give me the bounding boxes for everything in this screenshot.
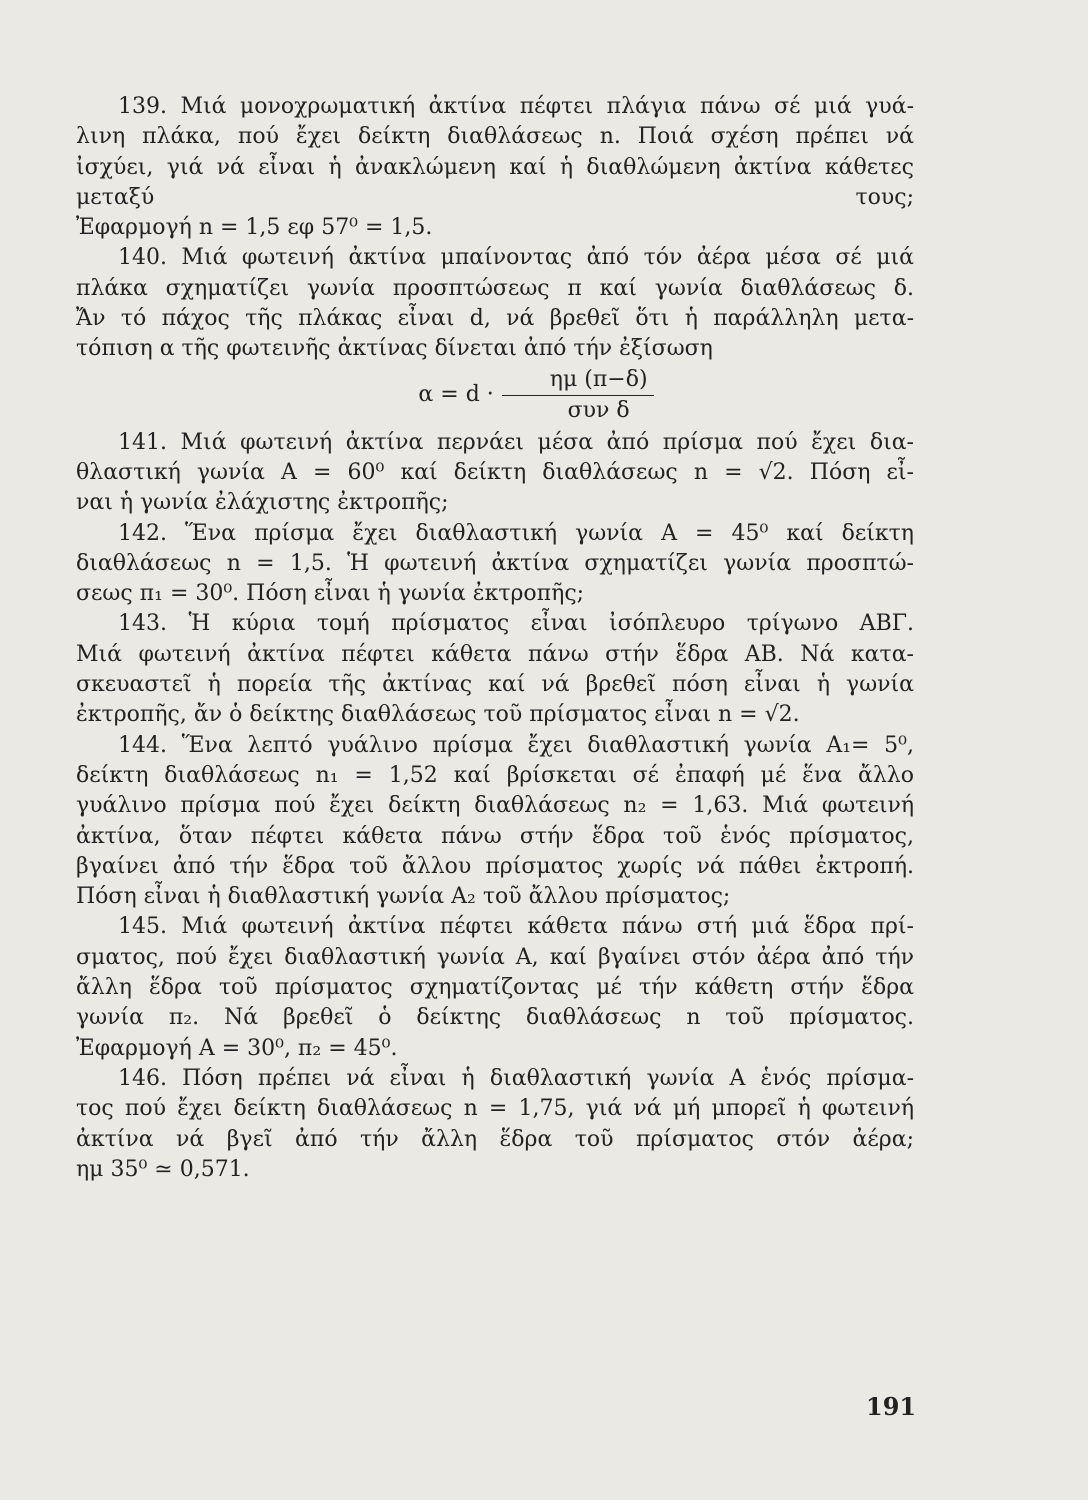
text-line: Ἄν τό πάχος τῆς πλάκας εἶναι d, νά βρεθεῖ ὅτι ἡ παράλληλη μετα- — [76, 306, 914, 332]
text-line: 140. Μιά φωτεινή ἀκτίνα μπαίνοντας ἀπό τόν ἀέρα μέσα σέ μιά — [118, 245, 914, 271]
text-line: Ἐφαρμογή Α = 30⁰, π₂ = 45⁰. — [76, 1035, 398, 1061]
text-line: δείκτη διαθλάσεως n₁ = 1,52 καί βρίσκεται σέ ἐπαφή μέ ἕνα ἄλλο — [76, 762, 914, 788]
problem-146 — [76, 1064, 914, 1185]
text-line: θλαστική γωνία Α = 60⁰ καί δείκτη διαθλάσεως n = √2. Πόση εἶ- — [76, 459, 914, 485]
text-line: λινη πλάκα, πού ἔχει δείκτη διαθλάσεως n. Ποιά σχέση πρέπει νά — [76, 124, 914, 150]
text-line: ἐκτροπῆς, ἄν ὁ δείκτης διαθλάσεως τοῦ πρίσματος εἶναι n = √2. — [76, 702, 800, 728]
text-line: μεταξύ τους; — [76, 184, 914, 210]
problem-141 — [76, 428, 914, 519]
page-number: 191 — [866, 1392, 917, 1421]
problems-text — [76, 92, 914, 1185]
text-line: διαθλάσεως n = 1,5. Ἡ φωτεινή ἀκτίνα σχηματίζει γωνία προσπτώ- — [76, 550, 914, 576]
text-line: ἀκτίνα νά βγεῖ ἀπό τήν ἄλλη ἕδρα τοῦ πρίσματος στόν ἀέρα; — [76, 1126, 914, 1152]
formula-numerator: ημ (π−δ) — [502, 367, 654, 396]
text-line: 146. Πόση πρέπει νά εἶναι ἡ διαθλαστική γωνία Α ἑνός πρίσμα- — [118, 1065, 914, 1091]
formula-fraction — [502, 367, 654, 424]
text-line: Ἐφαρμογή n = 1,5 εφ 57⁰ = 1,5. — [76, 215, 433, 241]
text-line: Μιά φωτεινή ἀκτίνα πέφτει κάθετα πάνω στήν ἕδρα ΑΒ. Νά κατα- — [76, 641, 914, 667]
text-line: 142. Ἕνα πρίσμα ἔχει διαθλαστική γωνία Α = 45⁰ καί δείκτη — [118, 520, 914, 546]
text-line: σκευαστεῖ ἡ πορεία τῆς ἀκτίνας καί νά βρεθεῖ πόση εἶναι ἡ γωνία — [76, 672, 914, 698]
text-line: γωνία π₂. Νά βρεθεῖ ὁ δείκτης διαθλάσεως n τοῦ πρίσματος. — [76, 1005, 914, 1031]
text-line: 141. Μιά φωτεινή ἀκτίνα περνάει μέσα ἀπό πρίσμα πού ἔχει δια- — [118, 429, 914, 455]
text-line: γυάλινο πρίσμα πού ἔχει δείκτη διαθλάσεως n₂ = 1,63. Μιά φωτεινή — [76, 793, 914, 819]
text-line: βγαίνει ἀπό τήν ἕδρα τοῦ ἄλλου πρίσματος χωρίς νά πάθει ἐκτροπή. — [76, 853, 914, 879]
problem-143 — [76, 609, 914, 730]
text-line: 145. Μιά φωτεινή ἀκτίνα πέφτει κάθετα πάνω στή μιά ἕδρα πρί- — [118, 914, 914, 940]
problem-140 — [76, 243, 914, 423]
text-line: ναι ἡ γωνία ἐλάχιστης ἐκτροπῆς; — [76, 490, 449, 516]
text-line: ἀκτίνα, ὅταν πέφτει κάθετα πάνω στήν ἕδρα τοῦ ἑνός πρίσματος, — [76, 823, 914, 849]
text-line: Πόση εἶναι ἡ διαθλαστική γωνία Α₂ τοῦ ἄλλου πρίσματος; — [76, 884, 731, 910]
text-line: ημ 35⁰ ≃ 0,571. — [76, 1156, 250, 1182]
text-line: 143. Ἡ κύρια τομή πρίσματος εἶναι ἰσόπλευρο τρίγωνο ΑΒΓ. — [118, 611, 914, 637]
problem-142 — [76, 519, 914, 610]
problem-139 — [76, 92, 914, 243]
problem-144 — [76, 731, 914, 913]
text-line: ἄλλη ἕδρα τοῦ πρίσματος σχηματίζοντας μέ τήν κάθετη στήν ἕδρα — [76, 975, 914, 1001]
text-line: σεως π₁ = 30⁰. Πόση εἶναι ἡ γωνία ἐκτροπῆς; — [76, 581, 585, 607]
formula — [76, 367, 914, 424]
formula-lhs: α = d · — [418, 382, 494, 408]
text-line: ἰσχύει, γιά νά εἶναι ἡ ἀνακλώμενη καί ἡ διαθλώμενη ἀκτίνα κάθετες — [76, 154, 914, 180]
text-line: σματος, πού ἔχει διαθλαστική γωνία Α, καί βγαίνει στόν ἀέρα ἀπό τήν — [76, 944, 914, 970]
text-line: τόπιση α τῆς φωτεινῆς ἀκτίνας δίνεται ἀπό τήν ἐξίσωση — [76, 336, 713, 362]
text-line: 139. Μιά μονοχρωματική ἀκτίνα πέφτει πλάγια πάνω σέ μιά γυά- — [118, 94, 914, 119]
formula-denominator: συν δ — [567, 397, 630, 423]
problem-145 — [76, 912, 914, 1063]
text-line: 144. Ἕνα λεπτό γυάλινο πρίσμα ἔχει διαθλαστική γωνία Α₁= 5⁰, — [118, 732, 914, 758]
text-line: πλάκα σχηματίζει γωνία προσπτώσεως π καί γωνία διαθλάσεως δ. — [76, 275, 914, 301]
text-line: τος πού ἔχει δείκτη διαθλάσεως n = 1,75, γιά νά μή μπορεῖ ἡ φωτεινή — [76, 1096, 914, 1122]
